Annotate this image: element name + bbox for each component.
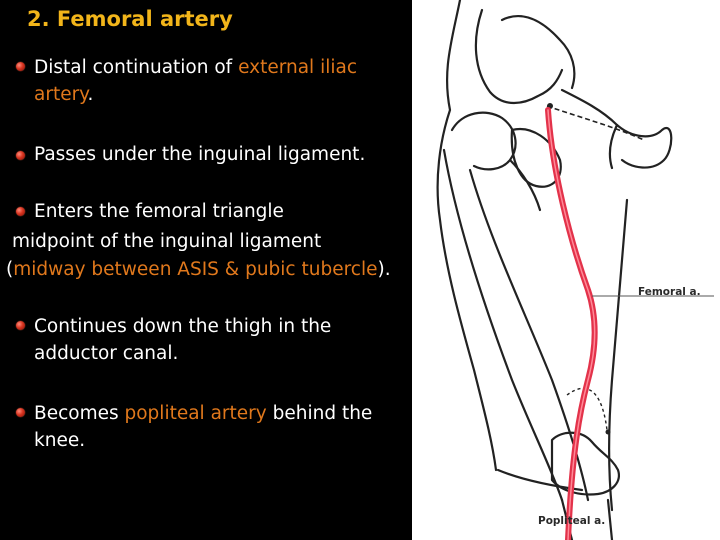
- bullet-3-paren-close: ).: [377, 259, 391, 280]
- bullet-1-highlight: external iliac: [238, 57, 357, 78]
- femoral-head: [452, 113, 516, 170]
- thigh-illustration: [412, 0, 720, 540]
- ilium-outline: [476, 10, 562, 103]
- bullet-5: [34, 400, 372, 454]
- bullet-2: [34, 141, 365, 168]
- thigh-outline-left: [438, 0, 496, 470]
- bullet-5-text-2: behind the: [266, 403, 373, 424]
- bullet-5-line-2: knee.: [34, 430, 86, 451]
- bullet-3-line-3: [6, 256, 391, 283]
- bullet-1-line-2: [34, 81, 357, 108]
- inguinal-ligament: [547, 106, 644, 140]
- bullet-1-highlight-2: artery: [34, 84, 88, 105]
- pubic-symphysis: [610, 125, 617, 168]
- bullet-3-text-1: Enters the femoral triangle: [34, 201, 284, 222]
- bullet-3-line-1: [34, 198, 284, 225]
- bullet-5-text: Becomes: [34, 403, 125, 424]
- bullet-1-line-1: [34, 54, 357, 81]
- adductor-point: [606, 430, 611, 435]
- slide-title: 2. Femoral artery: [27, 7, 233, 31]
- bullet-icon: [16, 151, 25, 160]
- femur-shaft-right: [470, 170, 588, 500]
- bullet-4-line-2: adductor canal.: [34, 343, 179, 364]
- thigh-outline-right: [609, 200, 627, 510]
- bullet-icon: [16, 321, 25, 330]
- bullet-icon: [16, 408, 25, 417]
- bullet-icon: [16, 207, 25, 216]
- popliteal-artery-label: Popliteal a.: [538, 515, 606, 527]
- bullet-icon: [16, 62, 25, 71]
- bullet-1: [34, 54, 357, 108]
- bullet-3-text-2: midpoint of the inguinal ligament: [12, 231, 322, 252]
- femoral-artery-label: Femoral a.: [638, 286, 701, 298]
- bullet-5-line-1: [34, 400, 372, 427]
- iliac-crest: [502, 16, 574, 88]
- bullet-3-highlight: midway between ASIS & pubic tubercle: [13, 259, 378, 280]
- bullet-4-line-1: Continues down the thigh in the: [34, 316, 332, 337]
- bullet-3-line-2: [12, 228, 321, 255]
- femoral-artery-diagram: [412, 0, 720, 540]
- bullet-2-line-1: Passes under the inguinal ligament.: [34, 144, 366, 165]
- bullet-1-text: Distal continuation of: [34, 57, 239, 78]
- bullet-1-period: .: [87, 84, 94, 105]
- bullet-5-highlight: popliteal artery: [124, 403, 267, 424]
- femoral-artery-vessel: [548, 110, 595, 540]
- bullet-4: [34, 313, 331, 367]
- bullet-3-paren-open: (: [6, 259, 14, 280]
